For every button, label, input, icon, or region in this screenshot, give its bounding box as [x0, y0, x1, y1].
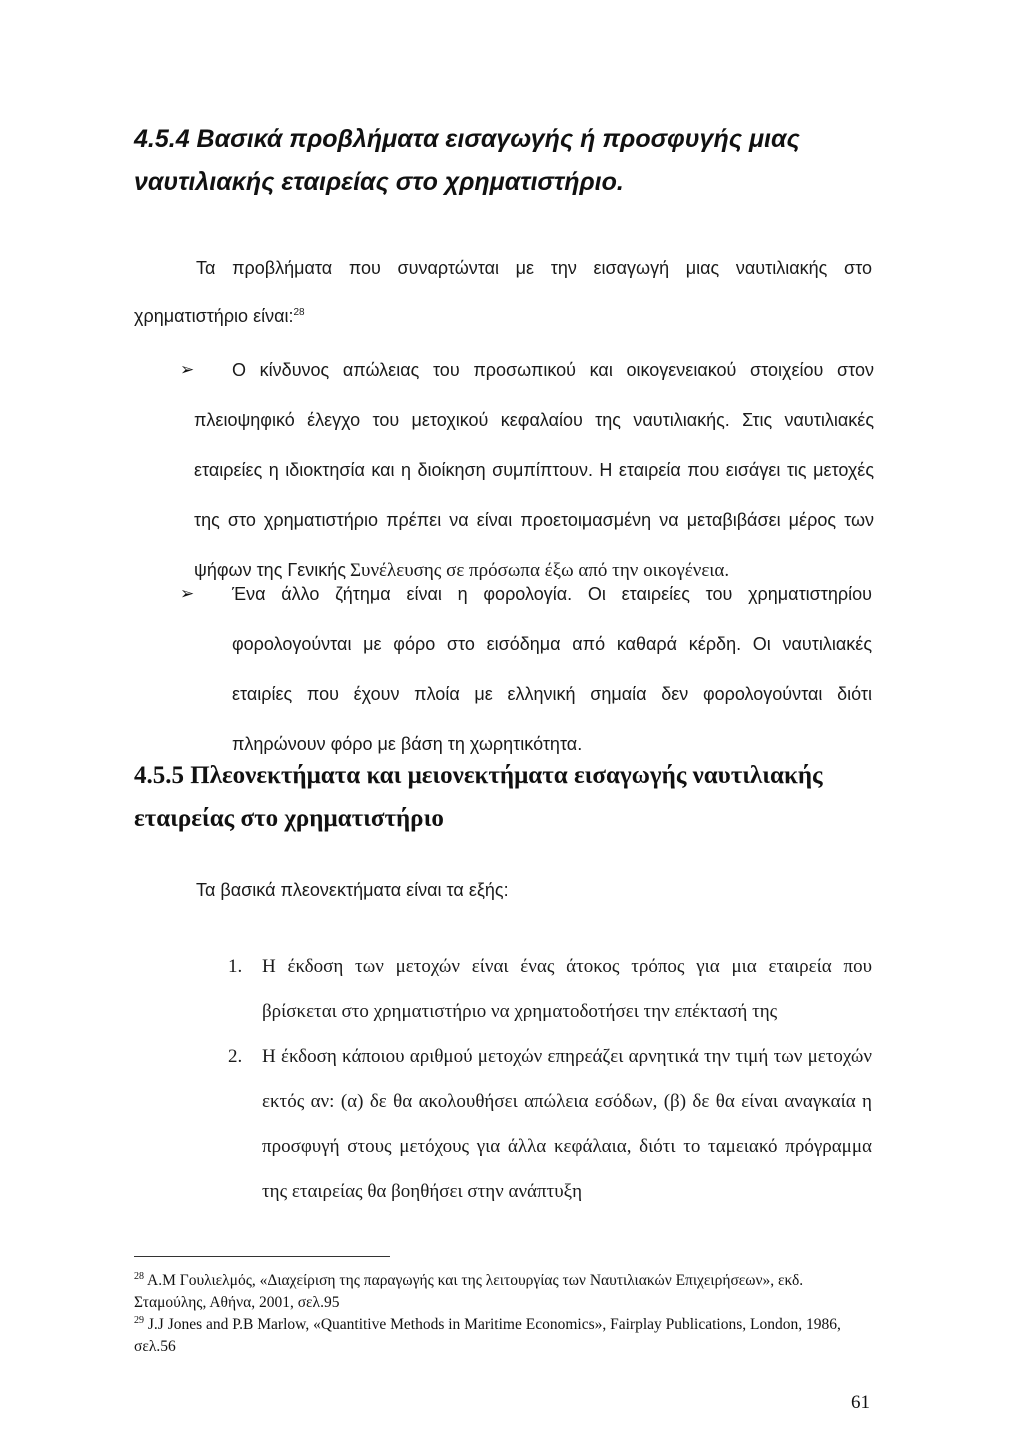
intro-text: Τα προβλήματα που συναρτώνται με την εισαγωγή μιας ναυτιλιακής στο χρηματιστήριο είναι:	[134, 258, 872, 326]
footnote-text: J.J Jones and P.B Marlow, «Quantitive Methods in Maritime Economics», Fairplay Publications, London, 1986, σελ.56	[134, 1316, 841, 1355]
bullet-taxation-text: Ένα άλλο ζήτημα είναι η φορολογία. Οι εταιρείες του χρηματιστηρίου φορολογούνται με φόρο στο εισόδημα από καθαρά κέρδη.	[232, 584, 872, 654]
footnote-separator	[134, 1256, 390, 1257]
bullet-ownership-text: Ο κίνδυνος απώλειας του προσωπικού και οικογενειακού στοιχείου στον πλειοψηφικό έλεγχο του μετοχικού κεφαλαίου της ναυτιλιακής. Στις ναυτιλιακές εταιρείες η ιδιοκτησία και η διοίκηση συμπίπτουν. Η εταιρεία που εισάγει τις μετοχές της στο χρηματιστήριο πρέπει να είναι προετοιμασμένη να μεταβιβάσει μέρος των ψήφων της Γενικής	[194, 360, 874, 580]
footnote-29	[134, 1314, 874, 1358]
advantage-item-2: Η έκδοση κάποιου αριθμού μετοχών επηρεάζει αρνητικά την τιμή των μετοχών εκτός αν: (α) δε θα ακολουθήσει απώλεια εσόδων, (β) δε θα είναι αναγκαία η προσφυγή στους μετόχους για άλλα κεφάλαια, διότι το ταμειακό πρόγραμμα της εταιρείας θα βοηθήσει στην ανάπτυξη	[262, 1046, 872, 1202]
footnote-number: 28	[134, 1270, 144, 1282]
arrow-bullet-icon: ➢	[180, 360, 195, 380]
footnote-28	[134, 1270, 874, 1314]
footnote-ref-28: 28	[293, 307, 305, 318]
advantage-item-1: Η έκδοση των μετοχών είναι ένας άτοκος τρόπος για μια εταιρεία που βρίσκεται στο χρηματιστήριο να χρηματοδοτήσει την επέκτασή της	[262, 956, 872, 1022]
footnote-number: 29	[134, 1314, 144, 1326]
list-number-2: 2.	[228, 1046, 243, 1067]
bullet-item-ownership	[194, 346, 874, 596]
advantages-lead: Τα βασικά πλεονεκτήματα είναι τα εξής:	[196, 880, 509, 900]
section-heading-4-5-4: 4.5.4 Βασικά προβλήματα εισαγωγής ή προσφυγής μιας ναυτιλιακής εταιρείας στο χρηματιστήριο.	[134, 125, 800, 196]
arrow-bullet-icon: ➢	[180, 584, 195, 604]
list-number-1: 1.	[228, 956, 243, 977]
page-number: 61	[851, 1392, 870, 1413]
bullet-taxation-text-end: Οι ναυτιλιακές εταιρίες που έχουν πλοία με ελληνική σημαία δεν φορολογούνται διότι πληρώνουν φόρο με βάση τη χωρητικότητα.	[232, 634, 872, 754]
intro-paragraph	[134, 244, 872, 340]
bullet-ownership-text-end: Συνέλευσης σε πρόσωπα έξω από την οικογένεια.	[350, 560, 730, 581]
bullet-item-taxation	[232, 570, 872, 770]
footnote-text: Α.Μ Γουλιελμός, «Διαχείριση της παραγωγής και της λειτουργίας των Ναυτιλιακών Επιχειρήσεων», εκδ. Σταμούλης, Αθήνα, 2001, σελ.95	[134, 1272, 804, 1311]
section-heading-4-5-5: 4.5.5 Πλεονεκτήματα και μειονεκτήματα εισαγωγής ναυτιλιακής εταιρείας στο χρηματιστήριο	[134, 762, 823, 832]
